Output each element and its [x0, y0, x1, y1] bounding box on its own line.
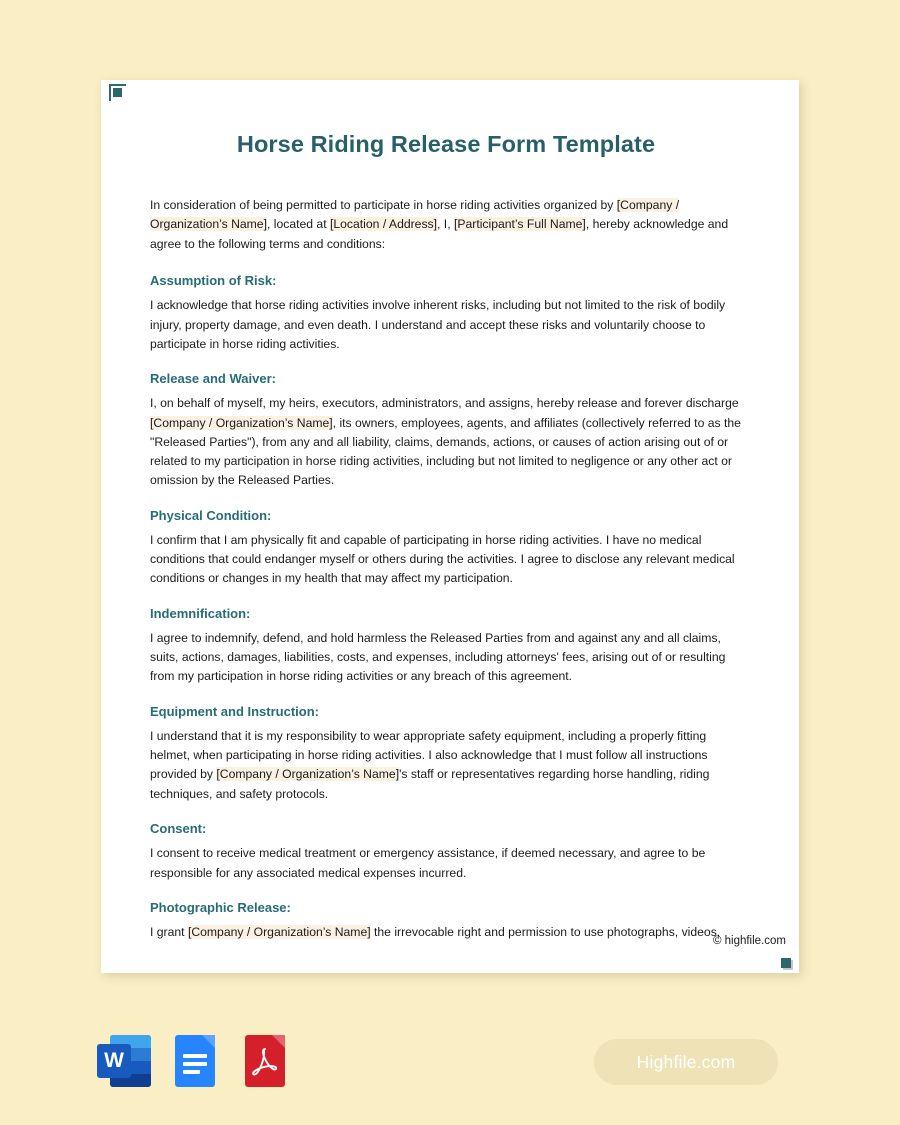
- document-section: [150, 704, 742, 804]
- placeholder-field: [Company / Organization’s Name]: [150, 415, 333, 430]
- text-run: I acknowledge that horse riding activities involve inherent risks, including but not limited to the risk of bodily injury, property damage, and even death. I understand and accept these risks and voluntarily choose to participate in horse riding activities.: [150, 298, 726, 351]
- docs-icon-body: [175, 1035, 215, 1087]
- section-paragraph: [150, 923, 742, 942]
- docs-icon-fold: [202, 1035, 215, 1048]
- placeholder-field: [Company / Organization’s Name]: [216, 767, 400, 782]
- text-run: , located at: [266, 217, 330, 232]
- section-paragraph: [150, 727, 742, 804]
- top-left-corner-marker[interactable]: [109, 84, 126, 101]
- document-section: [150, 273, 742, 354]
- document-footer: © highfile.com: [712, 935, 786, 947]
- document-section: [150, 371, 742, 491]
- section-heading: Assumption of Risk:: [150, 272, 277, 288]
- text-run: I grant: [150, 925, 188, 940]
- page-title: Horse Riding Release Form Template: [236, 131, 656, 157]
- section-heading: Consent:: [150, 821, 207, 837]
- brand-button[interactable]: Highfile.com: [594, 1039, 778, 1085]
- format-icons-row: [96, 1032, 294, 1090]
- pdf-icon[interactable]: [236, 1032, 294, 1090]
- document-section: [150, 508, 742, 589]
- section-paragraph: [150, 531, 742, 589]
- pdf-acrobat-glyph: [249, 1046, 281, 1078]
- section-heading: Release and Waiver:: [150, 371, 276, 387]
- word-icon-letter: W: [97, 1044, 131, 1078]
- intro-paragraph: [150, 196, 742, 254]
- section-paragraph: [150, 629, 742, 687]
- download-bar: [0, 1010, 900, 1125]
- text-run: I understand that it is my responsibility to wear appropriate safety equipment, including a properly fitting helmet, when participating in horse riding activities. I also acknowledge that I must follow all instructions provided by: [150, 728, 708, 782]
- document-section: [150, 606, 742, 687]
- docs-icon-lines: [183, 1054, 207, 1078]
- section-heading: Photographic Release:: [150, 899, 291, 915]
- section-heading: Equipment and Instruction:: [150, 703, 319, 719]
- bottom-right-resize-handle[interactable]: [781, 958, 791, 968]
- text-run: In consideration of being permitted to participate in horse riding activities organized by: [150, 198, 617, 213]
- google-docs-icon[interactable]: [166, 1032, 224, 1090]
- document-section: [150, 900, 742, 943]
- text-run: the irrevocable right and permission to use photographs, videos,: [370, 925, 721, 940]
- text-run: , hereby acknowledge and agree to the following terms and conditions:: [150, 217, 729, 251]
- section-heading: Physical Condition:: [150, 507, 272, 523]
- document-page: [101, 80, 799, 973]
- document-section: [150, 821, 742, 883]
- text-run: I, on behalf of myself, my heirs, executors, administrators, and assigns, hereby release and forever discharge: [150, 396, 739, 411]
- text-run: I agree to indemnify, defend, and hold harmless the Released Parties from and against any and all claims, suits, actions, damages, liabilities, costs, and expenses, including attorneys' fees, arising out of or resulting from my participation in horse riding activities or any breach of this agreement.: [150, 630, 726, 684]
- word-doc-icon[interactable]: [96, 1032, 154, 1090]
- placeholder-field: [Location / Address]: [329, 217, 438, 232]
- sections-container: [150, 273, 742, 942]
- text-run: , its owners, employees, agents, and affiliates (collectively referred to as the "Released Parties"), from any and all liability, claims, demands, actions, or causes of action arising out of or related to my participation in horse riding activities, including but not limited to negligence or any other act or omission by the Released Parties.: [150, 415, 741, 488]
- text-run: I confirm that I am physically fit and capable of participating in horse riding activities. I have no medical conditions that could endanger myself or others during the activities. I agree to disclose any relevant medical conditions or changes in my health that may affect my participation.: [150, 532, 735, 586]
- text-run: 's staff or representatives regarding horse handling, riding techniques, and safety protocols.: [150, 767, 710, 801]
- text-run: , I,: [437, 217, 454, 232]
- placeholder-field: [Company / Organization’s Name]: [187, 925, 371, 940]
- document-content: [150, 130, 742, 959]
- text-run: I consent to receive medical treatment or emergency assistance, if deemed necessary, and agree to be responsible for any associated medical expenses incurred.: [150, 846, 706, 880]
- section-paragraph: [150, 296, 742, 354]
- placeholder-field: [Participant’s Full Name]: [453, 217, 586, 232]
- section-heading: Indemnification:: [150, 605, 251, 621]
- placeholder-field: [Company / Organization’s Name]: [150, 198, 680, 232]
- section-paragraph: [150, 394, 742, 490]
- section-paragraph: [150, 844, 742, 883]
